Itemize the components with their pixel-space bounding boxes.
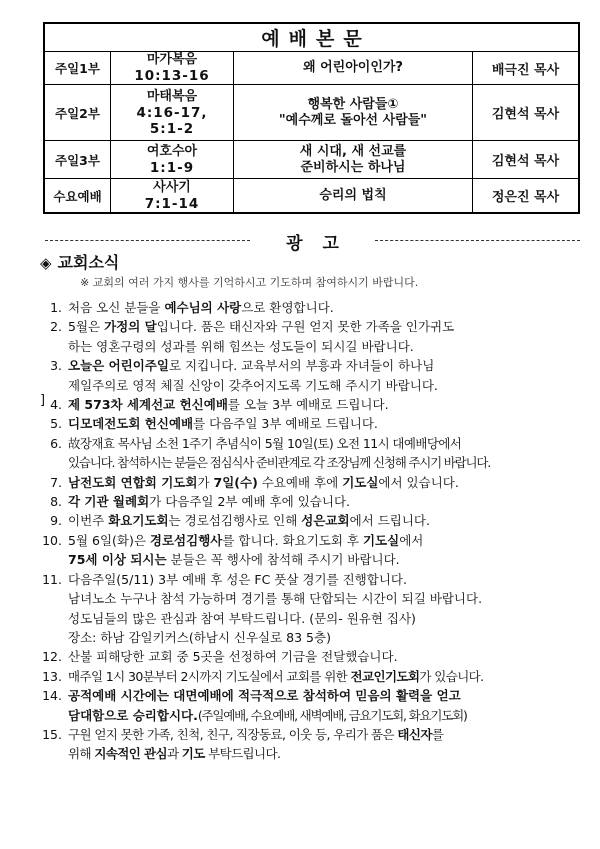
announcement-item-continued [40,550,585,569]
item-text [68,395,585,414]
announcement-item [40,570,585,589]
text-segment: 남녀노소 누구나 참석 가능하며 경기를 통해 단합되는 시간이 되길 바랍니다. [68,591,483,607]
item-text [68,647,585,666]
scripture-cell [111,85,234,140]
announcement-item-continued [40,376,585,395]
item-text [68,628,585,647]
item-number: 13. [42,668,62,684]
announcement-item [40,298,585,317]
worship-table-title [45,24,578,52]
announcement-item [40,356,585,375]
emphasis-text: 기도 [181,746,205,762]
item-number: 14. [42,688,62,704]
worship-row [45,85,578,141]
item-text [68,376,585,395]
text-segment: 과 [166,746,182,762]
item-number: 8. [50,494,62,510]
stray-bracket: ] [40,393,46,408]
text-segment: 수요예배 후에 [257,474,343,490]
text-segment: 성도님들의 많은 관심과 참여 부탁드립니다. (문의- 원유현 집사) [68,610,416,626]
text-segment: 산불 피해당한 교회 중 5곳을 선정하여 기금을 전달했습니다. [68,649,398,665]
text-segment: 이번주 [68,513,109,529]
service-name: 주일1부 [45,52,111,84]
item-text [68,511,585,530]
scripture-cell [111,141,234,178]
item-number: 2. [50,319,62,335]
item-text [68,453,585,472]
church-news-note: ※ 교회의 여러 가지 행사를 기억하시고 기도하며 참여하시기 바랍니다. [80,276,419,289]
emphasis-text: 전교인기도회 [350,668,420,684]
announcement-item [40,511,585,530]
text-segment: (주일예배, 수요예배, 새벽예배, 금요기도회, 화요기도회) [197,707,467,723]
scripture-cell [111,52,234,84]
emphasis-text: 가정의 달 [104,319,157,335]
item-number: 12. [42,649,62,665]
emphasis-text: 기도실 [342,474,379,490]
emphasis-text: 예수님의 사랑 [164,300,242,315]
item-number: 5. [50,416,62,432]
text-segment: 하는 영혼구령의 성과를 위해 힘쓰는 성도들이 되시길 바랍니다. [68,338,414,354]
item-text [68,337,585,356]
announcement-item [40,667,585,686]
item-text [68,356,585,375]
text-segment: 5월은 [68,319,105,335]
preacher: 정은진 목사 [491,190,560,205]
announcement-item [40,492,585,511]
sermon-title-line: 준비하시는 하나님 [300,159,406,175]
sermon-title-cell [234,52,473,84]
announcement-item [40,317,585,336]
text-segment: 를 합니다. 화요기도회 후 [222,532,363,548]
item-text [68,686,585,705]
sermon-title-line: 새 시대, 새 선교를 [299,143,407,159]
scripture-reference: 5:1-2 [149,120,195,137]
item-number [40,744,68,763]
item-text [68,492,585,511]
text-segment: 로 지킵니다. 교육부서의 부흥과 자녀들이 하나님 [168,358,435,374]
service-name: 주일2부 [45,85,111,140]
item-text [68,434,585,453]
scripture-reference: 1:1-9 [149,159,195,176]
item-text [68,609,585,628]
announcement-list [40,298,585,764]
announcement-item-continued [40,453,585,472]
scripture-reference: 10:13-16 [134,68,210,84]
item-number [40,376,68,395]
item-number [40,589,68,608]
announcement-title: 광고 [286,234,359,254]
item-number [40,628,68,647]
item-text [68,589,585,608]
emphasis-text: 디모데전도회 헌신예배 [68,416,194,432]
scripture-book: 사사기 [153,179,191,195]
announcement-item [40,473,585,492]
announcement-item [40,686,585,705]
sermon-title-line: 승리의 법칙 [319,187,387,203]
text-segment: 매주일 1시 30분부터 2시까지 기도실에서 교회를 위한 [68,668,351,684]
emphasis-text: 제 573차 세계선교 헌신예배 [68,397,228,413]
item-number [40,706,68,725]
item-text [68,414,585,433]
announcement-item-continued [40,744,585,763]
item-text [68,550,585,569]
text-segment: 위해 [68,746,95,762]
sermon-title-line: 행복한 사람들① [307,96,399,112]
announcement-item [40,725,585,744]
preacher: 배극진 목사 [491,62,560,78]
announcement-item-continued [40,628,585,647]
text-segment: 에서 [399,532,424,548]
text-segment: 장소: 하남 감일키커스(하남시 신우실로 83 5층) [68,629,331,645]
item-number [40,453,68,472]
worship-row [45,179,578,212]
item-text [68,317,585,336]
item-text [68,570,585,589]
announcement-item [40,395,585,414]
text-segment: 에서 드립니다. [349,513,430,529]
announcement-item-continued [40,337,585,356]
sermon-title-line: 왜 어린아이인가? [303,60,403,75]
text-segment: 를 오늘 3부 예배로 드립니다. [227,397,389,413]
emphasis-text: 태신자 [397,726,432,742]
text-segment: 를 [431,726,444,742]
scripture-cell [111,179,234,212]
item-number: 1. [50,300,62,315]
text-segment: 에서 있습니다. [378,474,459,490]
item-number: 3. [50,358,62,374]
emphasis-text: 75세 이상 되시는 [68,552,167,568]
announcement-item [40,647,585,666]
text-segment: 구원 얻지 못한 가족, 친척, 친구, 직장동료, 이웃 등, 우리가 품은 [68,726,398,742]
item-text [68,298,585,317]
sermon-title-cell [234,85,473,140]
announcement-item-continued [40,609,585,628]
text-segment: 다음주일(5/11) 3부 예배 후 성은 FC 풋살 경기를 진행합니다. [68,571,407,587]
text-segment: 가 [197,474,214,490]
text-segment: 는 경로섬김행사로 인해 [168,513,302,529]
item-number: 7. [50,474,62,490]
scripture-book: 여호수아 [146,143,198,159]
sermon-title-line: "예수께로 돌아선 사람들" [278,112,428,128]
item-number: 6. [50,435,62,451]
announcement-item-continued [40,589,585,608]
scripture-book: 마태복음 [146,88,198,104]
sermon-title-cell [234,179,473,212]
emphasis-text: 화요기도회 [108,513,169,529]
emphasis-text: 지속적인 관심 [94,746,167,762]
scripture-reference: 7:1-14 [144,195,200,212]
item-number [40,609,68,628]
text-segment: 가 있습니다. [419,668,484,684]
item-text [68,531,585,550]
church-news-title: 교회소식 [57,253,120,272]
text-segment: 분들은 꼭 행사에 참석해 주시기 바랍니다. [166,552,400,568]
emphasis-text: 오늘은 어린이주일 [68,358,169,374]
item-number: 9. [50,513,62,529]
item-text [68,706,585,725]
announcement-item-continued [40,706,585,725]
announcement-item [40,414,585,433]
emphasis-text: 담대함으로 승리합시다. [68,707,198,723]
item-number: 15. [42,726,62,742]
text-segment: 처음 오신 분들을 [68,300,165,315]
text-segment: 부탁드립니다. [204,746,281,762]
divider-right [375,240,580,241]
preacher: 김현석 목사 [491,154,560,169]
emphasis-text: 각 기관 월례회 [68,494,150,510]
text-segment: 으로 환영합니다. [241,300,334,315]
item-number [40,337,68,356]
preacher: 김현석 목사 [491,107,560,122]
emphasis-text: 성은교회 [301,513,350,529]
worship-table [43,22,580,214]
text-segment: 가 다음주일 2부 예배 후에 있습니다. [149,494,351,510]
item-number: 4. [50,397,62,413]
worship-row [45,52,578,85]
church-news-heading [40,250,119,273]
sermon-title-cell [234,141,473,178]
announcement-item [40,531,585,550]
item-number [40,550,68,569]
service-name: 주일3부 [45,141,111,178]
item-number: 11. [42,571,62,587]
service-name: 수요예배 [45,179,111,212]
text-segment: 입니다. 품은 태신자와 구원 얻지 못한 가족을 인가귀도 [156,319,455,335]
text-segment: 있습니다. 참석하시는 분들은 점심식사 준비관계로 각 조장님께 신청해 주시기 바랍니다. [68,455,491,471]
text-segment: 를 다음주일 3부 예배로 드립니다. [193,416,378,432]
item-text [68,725,585,744]
item-text [68,473,585,492]
text-segment: 故장재효 목사님 소천 1주기 추념식이 5월 10일(토) 오전 11시 대예배당에서 [68,435,462,451]
worship-table-title-text: 예배본문 [261,28,371,50]
text-segment: 5월 6일(화)은 [68,532,150,548]
worship-row [45,141,578,179]
text-segment: 제일주의로 영적 체질 신앙이 갖추어지도록 기도해 주시기 바랍니다. [68,377,438,393]
emphasis-text: 경로섬김행사 [149,532,223,548]
item-number: 10. [42,532,62,548]
announcement-item [40,434,585,453]
item-text [68,667,585,686]
emphasis-text: 공적예배 시간에는 대면예배에 적극적으로 참석하여 믿음의 활력을 얻고 [68,688,461,704]
scripture-reference: 4:16-17, [136,104,208,121]
diamond-icon: ◈ [40,254,52,272]
emphasis-text: 남전도회 연합회 기도회 [68,474,198,490]
emphasis-text: 7일(수) [213,474,258,490]
announcement-header [45,229,580,254]
item-text [68,744,585,763]
emphasis-text: 기도실 [362,532,400,548]
scripture-book: 마가복음 [146,52,198,67]
